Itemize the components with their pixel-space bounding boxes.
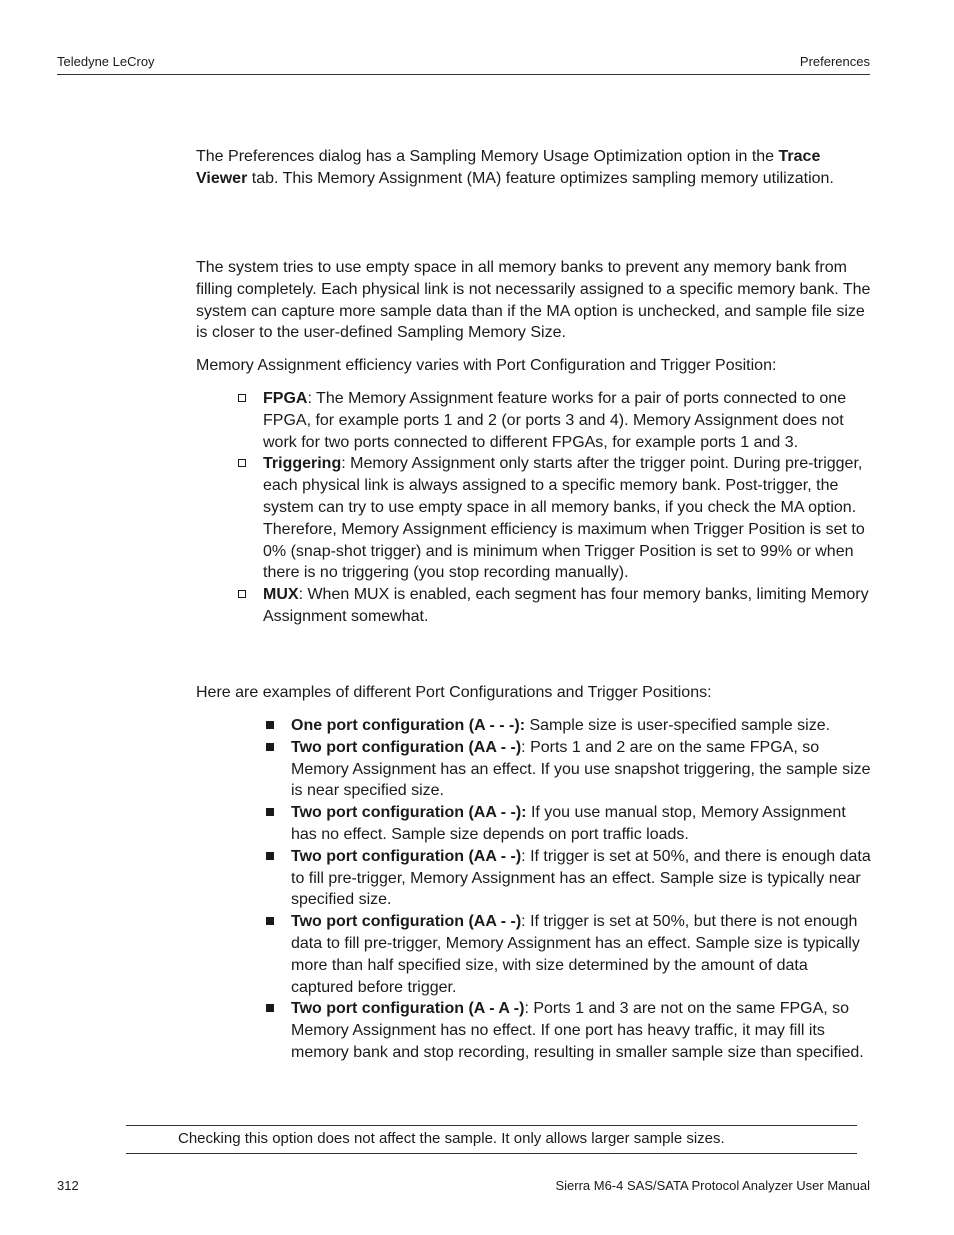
factor-text: : When MUX is enabled, each segment has four memory banks, limiting Memory Assignment somewhat. bbox=[263, 586, 869, 625]
intro-text-a: The Preferences dialog has a Sampling Memory Usage Optimization option in the bbox=[196, 148, 779, 165]
header-right: Preferences bbox=[799, 54, 870, 69]
list-item bbox=[266, 846, 872, 911]
list-item bbox=[266, 737, 872, 802]
footer-title: Sierra M6-4 SAS/SATA Protocol Analyzer User Manual bbox=[555, 1178, 870, 1193]
list-item bbox=[238, 584, 872, 628]
efficiency-paragraph: Memory Assignment efficiency varies with Port Configuration and Trigger Position: bbox=[196, 357, 777, 374]
note-bottom-rule bbox=[126, 1153, 857, 1154]
system-paragraph: The system tries to use empty space in all memory banks to prevent any memory bank from filling completely. Each physical link is not necessarily assigned to a specific memory bank. The system can capture more sample data than if the MA option is unchecked, and sample file size is closer to the user-defined Sampling Memory Size. bbox=[196, 259, 871, 342]
example-term: Two port configuration (AA - -) bbox=[291, 847, 522, 865]
square-bullet-icon bbox=[266, 852, 274, 860]
square-bullet-icon bbox=[266, 917, 274, 925]
checkbox-bullet-icon bbox=[238, 394, 246, 402]
page-number: 312 bbox=[57, 1178, 79, 1193]
factor-list bbox=[238, 388, 872, 628]
example-term: One port configuration (A - - -): bbox=[291, 717, 526, 734]
list-item bbox=[266, 998, 872, 1063]
example-text: : Ports 1 and 3 are not on the same FPGA, so Memory Assignment has no effect. If one port has heavy traffic, it may fill its memory bank and stop recording, resulting in smaller sample size than specified. bbox=[291, 1000, 864, 1061]
header-rule bbox=[57, 74, 870, 75]
example-term: Two port configuration (A - A -) bbox=[291, 1000, 525, 1018]
intro-text-c: tab. This Memory Assignment (MA) feature optimizes sampling memory utilization. bbox=[247, 169, 834, 187]
list-item bbox=[266, 802, 872, 846]
example-text: : If trigger is set at 50%, but there is not enough data to fill pre-trigger, Memory Assignment has an effect. Sample size is typically more than half specified size, with size determined by the amount of data captured before trigger. bbox=[291, 913, 860, 996]
list-item bbox=[266, 911, 872, 998]
example-text: Sample size is user-specified sample size. bbox=[525, 717, 831, 734]
intro-paragraph bbox=[196, 146, 872, 190]
list-item bbox=[238, 453, 872, 584]
square-bullet-icon bbox=[266, 743, 274, 751]
checkbox-bullet-icon bbox=[238, 459, 246, 467]
checkbox-bullet-icon bbox=[238, 590, 246, 598]
square-bullet-icon bbox=[266, 808, 274, 816]
intro-text-bold: Trace Viewer bbox=[196, 148, 821, 187]
example-text: : Ports 1 and 2 are on the same FPGA, so Memory Assignment has an effect. If you use snapshot triggering, the sample size is near specified size. bbox=[291, 738, 871, 800]
factor-term: Triggering bbox=[263, 455, 342, 473]
example-text: : If trigger is set at 50%, and there is enough data to fill pre-trigger, Memory Assignment has an effect. Sample size is typically near specified size. bbox=[291, 847, 871, 909]
header-left: Teledyne LeCroy bbox=[57, 54, 155, 69]
factor-text: : Memory Assignment only starts after the trigger point. During pre-trigger, each physical link is always assigned to a specific memory bank. Post-trigger, the system can try to use empty space in all memory banks, if you check the MA option. Therefore, Memory Assignment efficiency is maximum when Trigger Position is set to 0% (snap-shot trigger) and is minimum when Trigger Position is set to 99% or when there is no triggering (you stop recording manually). bbox=[263, 455, 865, 582]
square-bullet-icon bbox=[266, 721, 274, 729]
factor-term: MUX bbox=[263, 586, 299, 604]
example-term: Two port configuration (AA - -) bbox=[291, 738, 522, 756]
note-text: Checking this option does not affect the sample. It only allows larger sample sizes. bbox=[178, 1130, 725, 1147]
example-term: Two port configuration (AA - -) bbox=[291, 913, 522, 931]
example-text: If you use manual stop, Memory Assignment has no effect. Sample size depends on port traffic loads. bbox=[291, 804, 846, 843]
list-item bbox=[266, 715, 872, 737]
square-bullet-icon bbox=[266, 1004, 274, 1012]
example-list bbox=[266, 715, 872, 1064]
note-top-rule bbox=[126, 1125, 857, 1126]
factor-term: FPGA bbox=[263, 390, 308, 407]
factor-text: : The Memory Assignment feature works for a pair of ports connected to one FPGA, for example ports 1 and 2 (or ports 3 and 4). Memory Assignment does not work for two ports connected to different FPGAs, for example ports 1 and 3. bbox=[263, 390, 847, 451]
list-item bbox=[238, 388, 872, 453]
examples-paragraph: Here are examples of different Port Configurations and Trigger Positions: bbox=[196, 684, 712, 701]
example-term: Two port configuration (AA - -): bbox=[291, 804, 527, 822]
